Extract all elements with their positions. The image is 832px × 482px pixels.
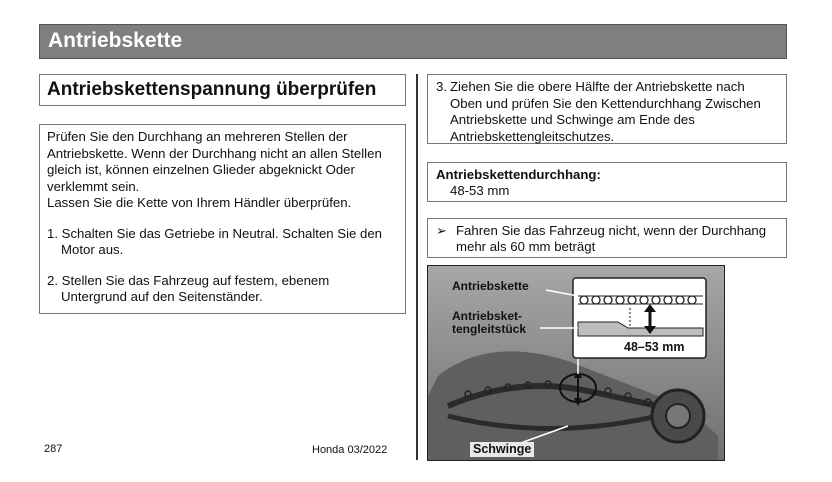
step3-text: Ziehen Sie die obere Hälfte der Antriebskette nach Oben und prüfen Sie den Kettendurchhang Zwischen Antriebskette und Schwinge am Ende des Antriebskettengleitschutzes.: [450, 79, 761, 144]
page-number: 287: [44, 443, 63, 455]
header-bar: [39, 24, 787, 59]
slider-label-line-2: tengleitstück: [452, 322, 527, 336]
warning-box: [427, 218, 787, 258]
section-title: Antriebskettenspannung überprüfen: [47, 79, 377, 100]
slider-label: [452, 310, 526, 336]
steps-list: [47, 226, 398, 306]
spec-value: 48-53 mm: [450, 183, 510, 198]
step-item: 2. Stellen Sie das Fahrzeug auf festem, ebenem Untergrund auf den Seitenständer.: [47, 272, 330, 304]
brand-footer: Honda 03/2022: [312, 444, 388, 456]
intro-text-2: Lassen Sie die Kette von Ihrem Händler überprüfen.: [47, 195, 352, 210]
arrow-bullet-icon: ➢: [436, 223, 448, 238]
section-title-box: [39, 74, 406, 106]
chain-figure: [427, 265, 725, 461]
step-item: 1. Schalten Sie das Getriebe in Neutral. Schalten Sie den Motor aus.: [47, 225, 383, 257]
range-label: 48–53 mm: [624, 340, 685, 354]
warning-text: Fahren Sie das Fahrzeug nicht, wenn der Durchhang mehr als 60 mm beträgt: [456, 223, 767, 254]
spec-label: Antriebskettendurchhang:: [436, 167, 601, 182]
slider-label-line-1: Antriebsket-: [452, 309, 523, 323]
intro-text: Prüfen Sie den Durchhang an mehreren Stellen der Antriebskette. Wenn der Durchhang nicht an allen Stellen gleich ist, können einzelnen Glieder abgeknickt Oder verklemmt sein.: [47, 129, 382, 194]
step3-box: [427, 74, 787, 144]
instructions-box: [39, 124, 406, 314]
spec-box: [427, 162, 787, 202]
chain-label: Antriebskette: [452, 279, 529, 293]
page-title: Antriebskette: [48, 29, 183, 52]
column-divider: [416, 74, 418, 460]
chain-figure-illustration: [428, 266, 725, 461]
step3-number: 3.: [436, 79, 447, 94]
swingarm-label: Schwinge: [470, 442, 534, 457]
